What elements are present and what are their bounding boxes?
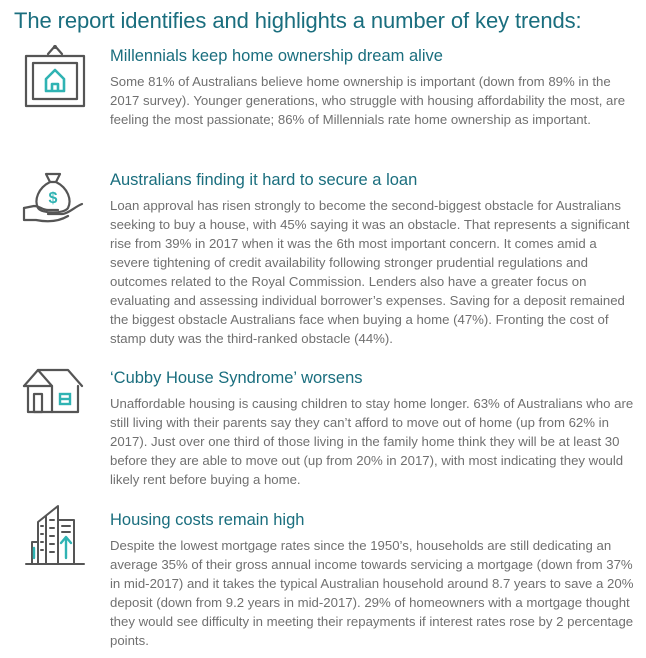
money-bag-hand-icon	[18, 168, 88, 224]
trend-heading: ‘Cubby House Syndrome’ worsens	[110, 369, 363, 387]
trend-heading: Housing costs remain high	[110, 511, 305, 529]
page-title: The report identifies and highlights a number of key trends:	[14, 8, 582, 33]
trend-heading: Australians finding it hard to secure a loan	[110, 171, 418, 189]
framed-house-icon	[22, 44, 88, 116]
trend-body: Some 81% of Australians believe home ownership is important (down from 89% in the 2017 survey). Younger generations, who struggle with housing affordability the most, are feeling the most passionate; 86% of Millennials rate home ownership as important.	[110, 74, 626, 127]
trend-heading: Millennials keep home ownership dream alive	[110, 47, 443, 65]
buildings-rising-icon	[22, 502, 88, 570]
house-icon	[20, 366, 86, 416]
trend-body: Despite the lowest mortgage rates since the 1950’s, households are still dedicating an average 35% of their gross annual income towards servicing a mortgage (down from 37% in mid-2017) and it takes the typical Australian household around 8.7 years to save a 20% deposit (down from 9.2 years in mid-2017). 29% of homeowners with a mortgage thought they would see difficulty in meeting their repayments if interest rates rose by 2 percentage points.	[110, 538, 634, 648]
trend-body: Loan approval has risen strongly to become the second-biggest obstacle for Australians seeking to buy a house, with 45% saying it was an obstacle. That represents a significant rise from 39% in 2017 when it was the 6th most important concern. It comes amid a severe tightening of credit availability following stronger prudential regulations and outcomes related to the Royal Commission. Lenders also have a greater focus on evaluating and assessing individual borrower’s expenses. Saving for a deposit remained the biggest obstacle Australians face when buying a home (47%). Fronting the cost of stamp duty was the third-ranked obstacle (44%).	[110, 198, 630, 346]
trend-body: Unaffordable housing is causing children to stay home longer. 63% of Australians who are still living with their parents say they can’t afford to move out of home (up from 62% in 2017). Just over one third of those living in the family home think they will be at least 30 before they are able to move out (up from 20% in 2017), with most indicating they would likely rent before buying a home.	[110, 396, 634, 487]
svg-text:$: $	[48, 190, 58, 207]
